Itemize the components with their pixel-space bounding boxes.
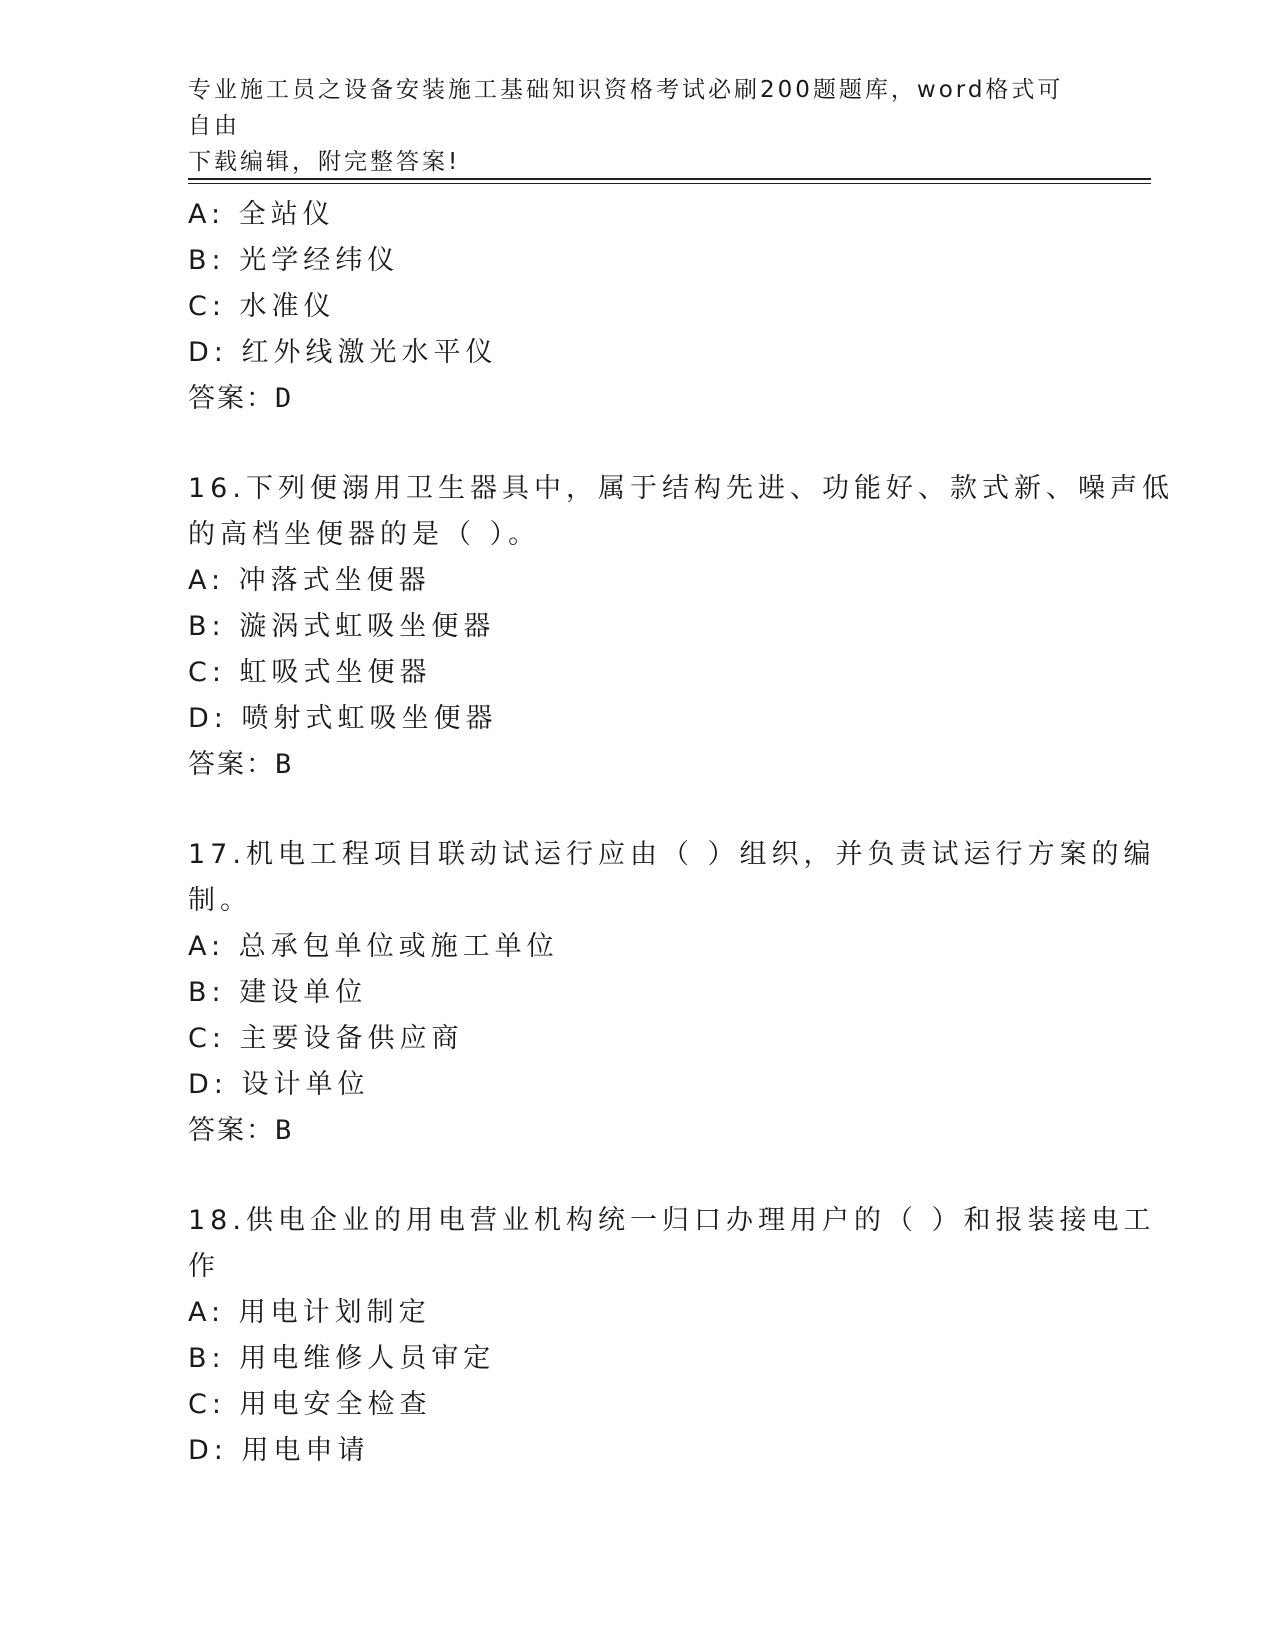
- option-a: A: 总承包单位或施工单位: [188, 931, 559, 962]
- option-d: D: 红外线激光水平仪: [188, 337, 498, 368]
- answer-line: 答案：B: [188, 749, 294, 780]
- question-list: [188, 192, 1174, 1474]
- spacer: [188, 788, 1088, 832]
- spacer: [188, 1154, 1088, 1198]
- option-c: C: 用电安全检查: [188, 1389, 432, 1420]
- question-18: [188, 1198, 1156, 1474]
- option-d: D: 用电申请: [188, 1435, 370, 1466]
- question-text-line-1: 17.机电工程项目联动试运行应由（ ）组织，并负责试运行方案的编: [188, 839, 1156, 870]
- question-text-line-2: 的高档坐便器的是（ ）。: [188, 519, 541, 550]
- option-d: D: 设计单位: [188, 1069, 370, 1100]
- option-c: C: 水准仪: [188, 291, 336, 322]
- option-b: B: 光学经纬仪: [188, 245, 400, 276]
- option-b: B: 漩涡式虹吸坐便器: [188, 611, 496, 642]
- option-a: A: 全站仪: [188, 199, 335, 230]
- header-divider: [188, 178, 1151, 184]
- spacer: [188, 422, 1088, 466]
- question-text-line-2: 作: [188, 1251, 220, 1282]
- option-b: B: 用电维修人员审定: [188, 1343, 496, 1374]
- document-header: [188, 72, 1068, 180]
- answer-line: 答案：D: [188, 383, 294, 414]
- question-text-line-1: 16.下列便溺用卫生器具中，属于结构先进、功能好、款式新、噪声低: [188, 473, 1174, 504]
- option-a: A: 冲落式坐便器: [188, 565, 431, 596]
- option-d: D: 喷射式虹吸坐便器: [188, 703, 498, 734]
- question-15-tail: [188, 192, 1088, 422]
- answer-line: 答案：B: [188, 1115, 294, 1146]
- header-title-line-2: 下载编辑，附完整答案!: [188, 149, 461, 175]
- option-a: A: 用电计划制定: [188, 1297, 431, 1328]
- question-text-line-2: 制。: [188, 885, 252, 916]
- question-17: [188, 832, 1156, 1154]
- option-c: C: 主要设备供应商: [188, 1023, 464, 1054]
- option-b: B: 建设单位: [188, 977, 368, 1008]
- question-text-line-1: 18.供电企业的用电营业机构统一归口办理用户的（ ）和报装接电工: [188, 1205, 1156, 1236]
- option-c: C: 虹吸式坐便器: [188, 657, 432, 688]
- header-title-line-1: 专业施工员之设备安装施工基础知识资格考试必刷200题题库，word格式可自由: [188, 77, 1064, 139]
- question-16: [188, 466, 1174, 788]
